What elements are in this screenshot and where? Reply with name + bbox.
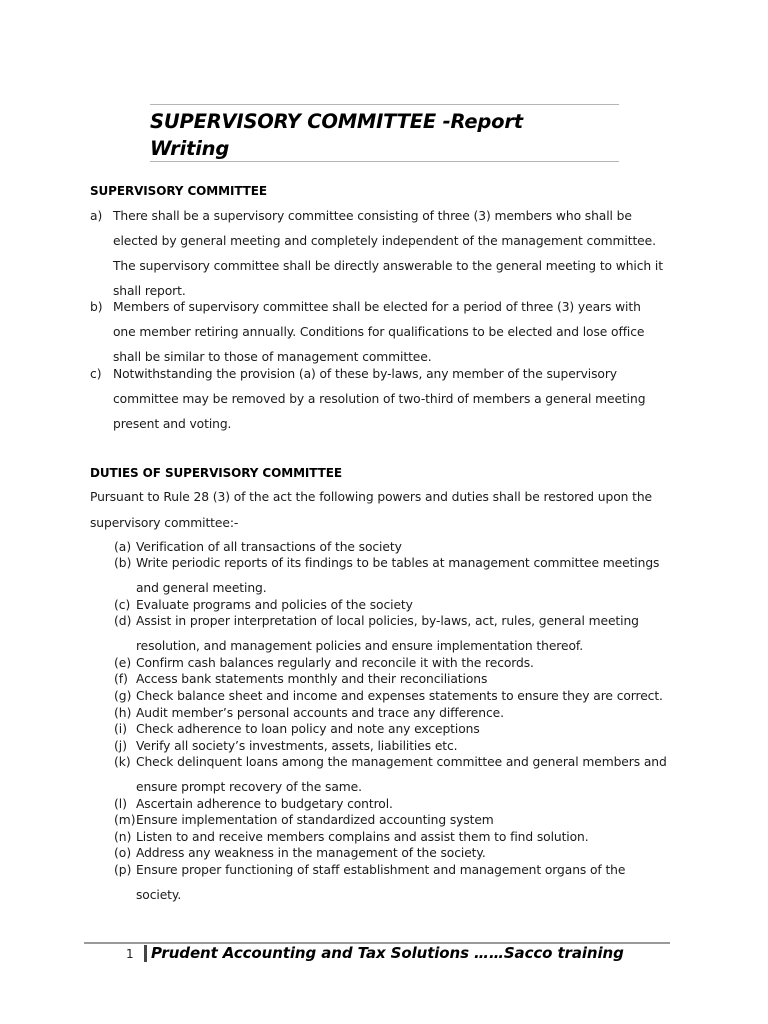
list-marker: a) <box>90 209 103 223</box>
title-bottom-rule <box>150 161 619 162</box>
duty-line: Address any weakness in the management of the society. <box>136 846 486 860</box>
list-item-line: Members of supervisory committee shall be elected for a period of three (3) years with <box>113 300 641 314</box>
section-heading-supervisory-committee: SUPERVISORY COMMITTEE <box>90 184 267 198</box>
duty-marker: (n) <box>114 830 132 844</box>
intro-line: Pursuant to Rule 28 (3) of the act the following powers and duties shall be restored upon the <box>90 490 652 504</box>
duty-marker: (o) <box>114 846 132 860</box>
duty-marker: (e) <box>114 656 132 670</box>
duty-marker: (c) <box>114 598 131 612</box>
section-heading-duties: DUTIES OF SUPERVISORY COMMITTEE <box>90 466 342 480</box>
duty-line: Listen to and receive members complains and assist them to find solution. <box>136 830 589 844</box>
duty-line: Ensure implementation of standardized accounting system <box>136 813 494 827</box>
duty-marker: (j) <box>114 739 128 753</box>
duty-marker: (l) <box>114 797 128 811</box>
list-item-line: shall be similar to those of management committee. <box>113 350 432 364</box>
duty-line: Ascertain adherence to budgetary control. <box>136 797 393 811</box>
list-marker: b) <box>90 300 103 314</box>
duty-marker: (f) <box>114 672 128 686</box>
list-item-line: Notwithstanding the provision (a) of these by-laws, any member of the supervisory <box>113 367 617 381</box>
duty-line: Confirm cash balances regularly and reconcile it with the records. <box>136 656 534 670</box>
duty-line: Write periodic reports of its findings to be tables at management committee meetings <box>136 556 660 570</box>
footer-separator <box>144 945 147 962</box>
duty-marker: (g) <box>114 689 132 703</box>
duty-line: society. <box>136 888 182 902</box>
duty-line: Verification of all transactions of the society <box>136 540 402 554</box>
duty-marker: (i) <box>114 722 128 736</box>
duty-line: and general meeting. <box>136 581 267 595</box>
duty-marker: (h) <box>114 706 132 720</box>
footer-text: Prudent Accounting and Tax Solutions ……Sacco training <box>151 944 624 962</box>
list-item-line: shall report. <box>113 284 186 298</box>
duty-line: Evaluate programs and policies of the society <box>136 598 413 612</box>
duty-marker: (a) <box>114 540 132 554</box>
list-item-line: There shall be a supervisory committee consisting of three (3) members who shall be <box>113 209 632 223</box>
title-line-2: Writing <box>150 137 230 160</box>
duty-line: Audit member’s personal accounts and trace any difference. <box>136 706 504 720</box>
page-number: 1 <box>126 947 134 961</box>
duty-line: resolution, and management policies and ensure implementation thereof. <box>136 639 584 653</box>
list-item-line: present and voting. <box>113 417 232 431</box>
duty-line: Verify all society’s investments, assets, liabilities etc. <box>136 739 458 753</box>
duty-line: Access bank statements monthly and their reconciliations <box>136 672 488 686</box>
duty-line: Ensure proper functioning of staff establishment and management organs of the <box>136 863 626 877</box>
title-top-rule <box>150 104 619 105</box>
duty-marker: (m) <box>114 813 136 827</box>
duty-line: Assist in proper interpretation of local policies, by-laws, act, rules, general meeting <box>136 614 639 628</box>
duty-line: ensure prompt recovery of the same. <box>136 780 362 794</box>
duty-line: Check adherence to loan policy and note any exceptions <box>136 722 480 736</box>
document-title <box>150 108 620 162</box>
list-marker: c) <box>90 367 102 381</box>
title-line-1: SUPERVISORY COMMITTEE -Report <box>150 110 523 133</box>
list-item-line: committee may be removed by a resolution of two-third of members a general meeting <box>113 392 646 406</box>
duty-marker: (b) <box>114 556 132 570</box>
duty-line: Check balance sheet and income and expenses statements to ensure they are correct. <box>136 689 663 703</box>
list-item-line: elected by general meeting and completely independent of the management committee. <box>113 234 656 248</box>
intro-line: supervisory committee:- <box>90 516 239 530</box>
duty-marker: (d) <box>114 614 132 628</box>
list-item-line: The supervisory committee shall be directly answerable to the general meeting to which it <box>113 259 663 273</box>
list-item-line: one member retiring annually. Conditions for qualifications to be elected and lose office <box>113 325 645 339</box>
duty-line: Check delinquent loans among the management committee and general members and <box>136 755 667 769</box>
duty-marker: (p) <box>114 863 132 877</box>
duty-marker: (k) <box>114 755 131 769</box>
